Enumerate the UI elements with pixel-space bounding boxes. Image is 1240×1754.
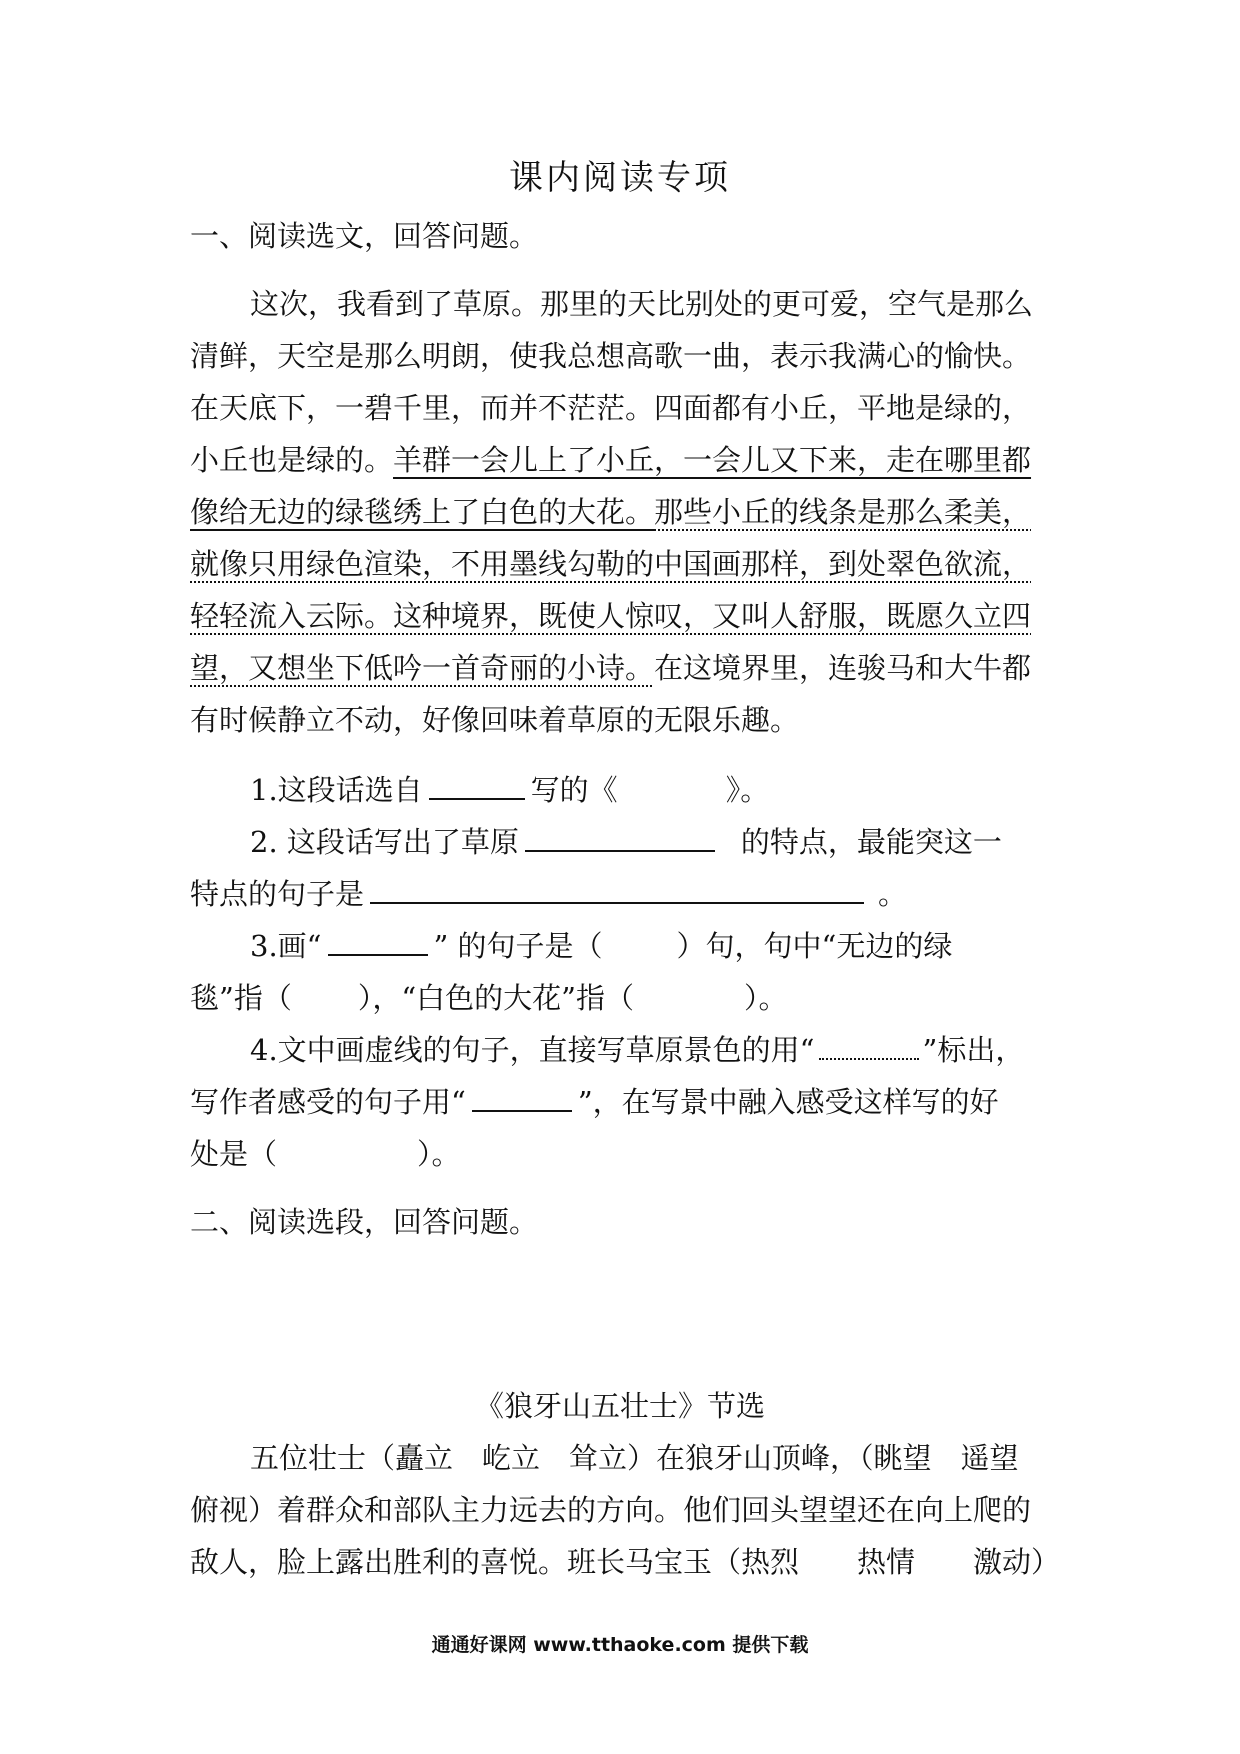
passage-text: 小丘也是绿的。 <box>190 443 394 477</box>
passage-line-2: 清鲜，天空是那么明朗，使我总想高歌一曲，表示我满心的愉快。 <box>190 339 1032 373</box>
question-text: 毯”指（ <box>190 981 292 1015</box>
question-2 <box>250 820 1002 861</box>
question-text: ）。 <box>417 1137 461 1171</box>
passage-line-1: 这次，我看到了草原。那里的天比别处的更可爱，空气是那么 <box>250 287 1034 321</box>
question-text: ”标出， <box>922 1033 1025 1067</box>
question-text: ），“白色的大花”指（ <box>357 981 634 1015</box>
answer-blank[interactable] <box>525 830 715 852</box>
dotted-underlined-sentence: 轻轻流入云际。这种境界，既使人惊叹，又叫人舒服，既愿久立四 <box>190 599 1032 633</box>
section2-heading: 二、阅读选段，回答问题。 <box>190 1205 539 1239</box>
question-4-cont2 <box>190 1132 461 1173</box>
section2-line-1: 五位壮士（矗立 屹立 耸立）在狼牙山顶峰，（眺望 遥望 <box>250 1441 1019 1475</box>
question-3-cont <box>190 976 788 1017</box>
question-1 <box>250 768 769 809</box>
question-4 <box>250 1028 1024 1069</box>
question-text: 特点的句子是 <box>190 877 365 911</box>
question-text: 3.画“ <box>250 929 322 963</box>
question-text: 的特点，最能突这一 <box>740 825 1002 859</box>
question-text: 2. 这段话写出了草原 <box>250 825 519 859</box>
passage-line-9: 有时候静立不动，好像回味着草原的无限乐趣。 <box>190 703 800 737</box>
passage-line-4 <box>190 438 1031 479</box>
footer-watermark: 通通好课网 www.tthaoke.com 提供下载 <box>431 1634 809 1656</box>
dotted-underlined-sentence: 就像只用绿色渲染，不用墨线勾勒的中国画那样，到处翠色欲流， <box>190 547 1032 581</box>
solid-underlined-sentence: 羊群一会儿上了小丘，一会儿又下来，走在哪里都 <box>393 443 1032 477</box>
dotted-underlined-sentence: 望，又想坐下低吟一首奇丽的小诗。 <box>190 651 655 685</box>
question-text: 1.这段话选自 <box>250 773 423 807</box>
question-text: ” 的句子是（ <box>433 929 603 963</box>
passage-text: 在这境界里，连骏马和大牛都 <box>654 651 1032 685</box>
question-3 <box>250 924 952 965</box>
passage-line-5 <box>190 490 1031 531</box>
section2-subtitle: 《狼牙山五壮士》节选 <box>474 1389 765 1423</box>
passage-line-7 <box>190 594 1031 635</box>
answer-blank[interactable] <box>328 934 428 956</box>
question-text: 处是（ <box>190 1137 278 1171</box>
question-text: ”，在写景中融入感受这样写的好 <box>577 1085 999 1119</box>
passage-line-8 <box>190 646 1031 687</box>
solid-underlined-sentence: 像给无边的绿毯绣上了白色的大花。 <box>190 495 655 529</box>
question-2-cont <box>190 872 907 913</box>
section1-heading: 一、阅读选文，回答问题。 <box>190 219 539 253</box>
answer-blank[interactable] <box>429 778 525 800</box>
passage-line-3: 在天底下，一碧千里，而并不茫茫。四面都有小丘，平地是绿的， <box>190 391 1032 425</box>
dotted-underlined-sentence: 那些小丘的线条是那么柔美， <box>654 495 1032 529</box>
wavy-underline-sample <box>819 1038 919 1060</box>
page-title: 课内阅读专项 <box>509 158 731 198</box>
section2-line-3: 敌人，脸上露出胜利的喜悦。班长马宝玉（热烈 热情 激动） <box>190 1545 1061 1579</box>
question-text: 写作者感受的句子用“ <box>190 1085 466 1119</box>
answer-blank[interactable] <box>472 1090 572 1112</box>
question-text: ）。 <box>743 981 788 1015</box>
question-text: 》。 <box>725 773 770 807</box>
question-text: 写的《 <box>530 773 618 807</box>
question-text: 4.文中画虚线的句子，直接写草原景色的用“ <box>250 1033 815 1067</box>
question-4-cont <box>190 1080 999 1121</box>
question-text: ）句，句中“无边的绿 <box>676 929 953 963</box>
section2-line-2: 俯视）着群众和部队主力远去的方向。他们回头望望还在向上爬的 <box>190 1493 1032 1527</box>
answer-blank[interactable] <box>370 882 864 904</box>
question-text: 。 <box>878 877 908 911</box>
passage-line-6 <box>190 542 1031 583</box>
